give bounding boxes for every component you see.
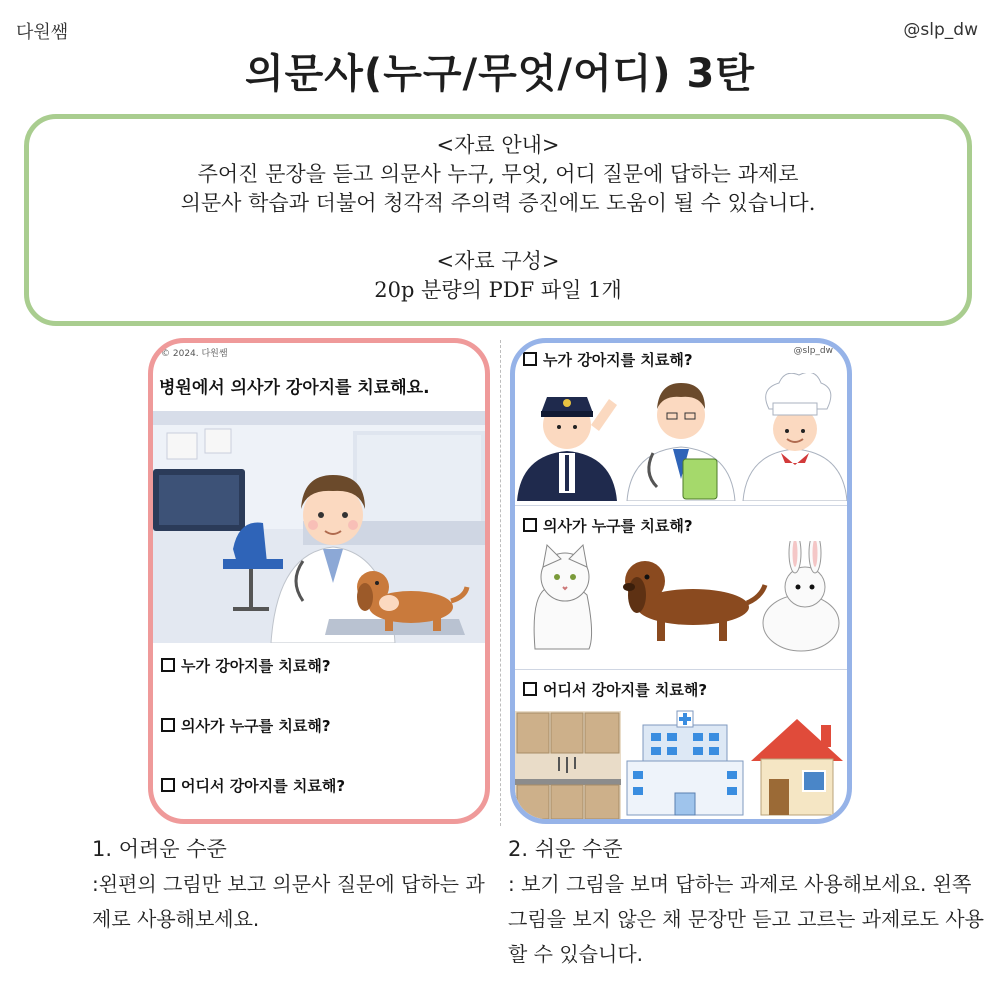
question-where: [161, 775, 345, 796]
hard-level-sample-card: [148, 338, 490, 824]
question-text: 의사가 누구를 치료해?: [181, 717, 331, 735]
hard-level-description: :왼편의 그림만 보고 의문사 질문에 답하는 과제로 사용해보세요.: [92, 872, 485, 931]
question-text: 누가 강아지를 치료해?: [181, 657, 331, 675]
rabbit-icon: [763, 541, 839, 651]
hard-level-caption: [92, 832, 487, 937]
doctor-icon: [627, 383, 735, 501]
center-divider: [500, 340, 501, 826]
where-options-row: [515, 707, 847, 819]
house-icon: [751, 719, 843, 815]
hospital-scene-illustration: [153, 411, 485, 643]
question-whom: [161, 715, 331, 736]
question-text: 누가 강아지를 치료해?: [543, 351, 693, 369]
easy-level-description: : 보기 그림을 보며 답하는 과제로 사용해보세요. 왼쪽 그림을 보지 않은 채 문장만 듣고 고르는 과제로도 사용할 수 있습니다.: [508, 872, 984, 966]
hard-level-title: 1. 어려운 수준: [92, 837, 227, 861]
scene-sentence: 병원에서 의사가 강아지를 치료해요.: [159, 378, 430, 398]
page-title: 의문사(누구/무엇/어디) 3탄: [245, 51, 755, 97]
checkbox-icon: [523, 682, 537, 696]
question-text: 어디서 강아지를 치료해?: [181, 777, 346, 795]
question-text: 의사가 누구를 치료해?: [543, 517, 693, 535]
watermark-text: @slp_dw: [793, 346, 833, 356]
easy-level-sample-card: [510, 338, 852, 824]
checkbox-icon: [523, 352, 537, 366]
question-text: 어디서 강아지를 치료해?: [543, 681, 708, 699]
who-options-row: [515, 373, 847, 501]
police-officer-icon: [517, 397, 617, 501]
copyright-text: © 2024. 다원쌤: [161, 349, 228, 359]
checkbox-icon: [161, 778, 175, 792]
info-box: [24, 114, 972, 326]
social-handle: @slp_dw: [903, 20, 978, 40]
chef-icon: [743, 373, 847, 501]
easy-level-title: 2. 쉬운 수준: [508, 837, 623, 861]
row-divider: [515, 669, 847, 670]
question-who: [161, 655, 331, 676]
option-question-whom: [523, 515, 693, 536]
compose-heading: <자료 구성>: [436, 249, 560, 273]
guide-heading: <자료 안내>: [436, 133, 560, 157]
brand-name: 다원쌤: [16, 22, 69, 43]
checkbox-icon: [161, 658, 175, 672]
easy-level-caption: [508, 832, 988, 972]
option-question-where: [523, 679, 707, 700]
whom-options-row: [515, 541, 847, 653]
row-divider: [515, 505, 847, 506]
option-question-who: [523, 349, 693, 370]
compose-line: 20p 분량의 PDF 파일 1개: [374, 278, 622, 302]
guide-line-2: 의문사 학습과 더불어 청각적 주의력 증진에도 도움이 될 수 있습니다.: [180, 191, 816, 215]
dachshund-icon: [623, 561, 765, 641]
guide-line-1: 주어진 문장을 듣고 의문사 누구, 무엇, 어디 질문에 답하는 과제로: [197, 162, 799, 186]
checkbox-icon: [161, 718, 175, 732]
cat-icon: [534, 545, 591, 649]
hospital-icon: [627, 711, 743, 815]
checkbox-icon: [523, 518, 537, 532]
kitchen-icon: [515, 711, 621, 819]
